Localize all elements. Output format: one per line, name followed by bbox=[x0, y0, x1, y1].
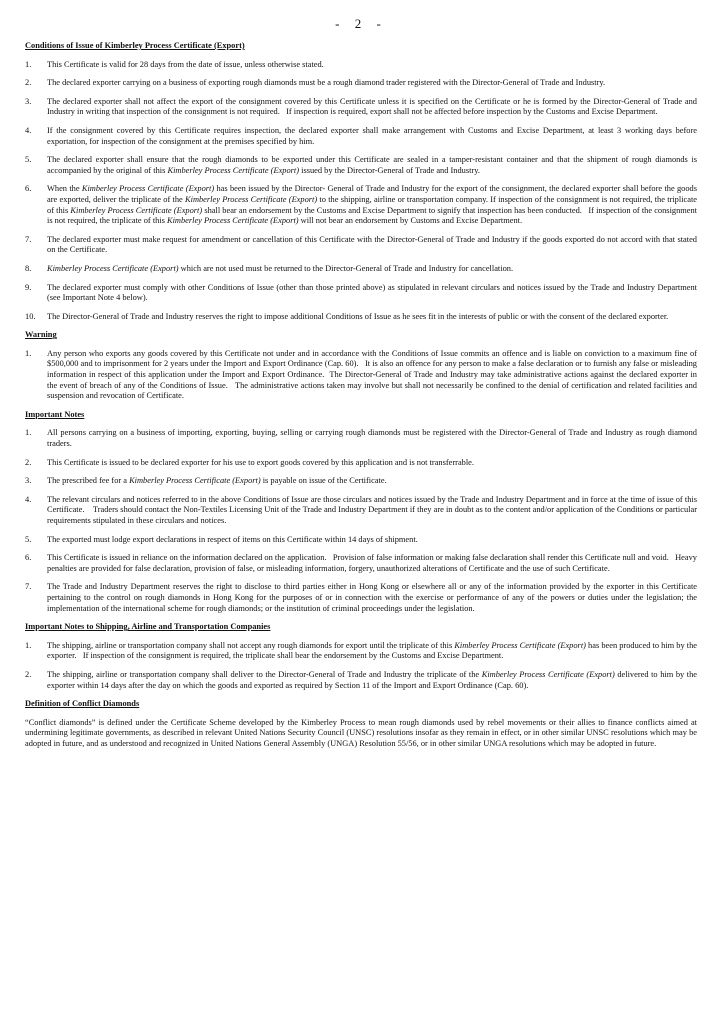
item-number: 6. bbox=[25, 553, 32, 563]
list-item bbox=[25, 155, 697, 176]
list-item bbox=[25, 97, 697, 118]
item-text: When the Kimberley Process Certificate (Export) has been issued by the Director- General of Trade and Industry for the export of the consignment, the declared exporter shall before the goods are exported, deliver the triplicate of the Kimberley Process Certificate (Export) to the shipping, airline or transportation company. If inspection of the consignment is not required, the triplicate of this Kimberley Process Certificate (Export) shall bear an endorsement by the Customs and Excise Department to signify that inspection has been conducted. If inspection of the consignment is not required, the triplicate of this Kimberley Process Certificate (Export) will not bear an endorsement by Customs and Excise Department. bbox=[47, 184, 698, 226]
item-text: All persons carrying on a business of importing, exporting, buying, selling or carrying rough diamonds must be registered with the Director-General of Trade and Industry as rough diamond traders. bbox=[47, 428, 697, 449]
list-item bbox=[25, 126, 697, 147]
list-item bbox=[25, 582, 697, 614]
item-text: The declared exporter shall not affect the export of the consignment covered by this Certificate unless it is specified on the Certificate or he is formed by the Director-General of Trade and Industry in writing that inspection of the consignment is not required. If inspection is required, export shall not be affected before inspection by the Customs and Excise Department. bbox=[47, 96, 697, 117]
definition-heading: Definition of Conflict Diamonds bbox=[25, 699, 140, 709]
item-text: Any person who exports any goods covered by this Certificate not under and in accordance with the Conditions of Issue commits an offence and is liable on conviction to a maximum fine of $500,000 and to imprisonment for 2 years under the Import and Export Ordinance (Cap. 60). It is also an offence for any person to make a false declaration or to furnish any false or misleading information in respect of this application under the Import and Export Ordinance. The Director-General of Trade and Industry may take administrative actions against the declared exporter in the event of breach of any of the Conditions of Issue. The administrative actions taken may involve but shall not necessarily be confined to the denial of certification and related facilities and suspension and revocation of Certificate. bbox=[47, 348, 697, 401]
item-number: 2. bbox=[25, 669, 32, 679]
item-number: 8. bbox=[25, 263, 32, 273]
list-item bbox=[25, 78, 697, 89]
list-item bbox=[25, 312, 697, 323]
item-number: 4. bbox=[25, 125, 32, 135]
item-text: This Certificate is issued in reliance on the information declared on the application. Provision of false information or making false declaration shall render this Certificate null and void. Heavy penalties are provided for false declaration, provision of false, or misleading information, forgery, unauthorized alterations of Certificate and the use of such Certificate. bbox=[47, 553, 697, 573]
list-item bbox=[25, 476, 697, 487]
list-item bbox=[25, 60, 697, 71]
item-text: The prescribed fee for a Kimberley Process Certificate (Export) is payable on issue of the Certificate. bbox=[47, 476, 387, 486]
item-number: 1. bbox=[25, 348, 32, 358]
item-text: The shipping, airline or transportation company shall deliver to the Director-General of Trade and Industry the triplicate of the Kimberley Process Certificate (Export) delivered to him by the exporter within 14 days after the day on which the goods and exported as required by Section 11 of the Import and Export Ordinance (Cap. 60). bbox=[47, 669, 698, 690]
list-item bbox=[25, 283, 697, 304]
item-text: The declared exporter must comply with other Conditions of Issue (other than those printed above) as stipulated in relevant circulars and notices issued by the Trade and Industry Department (see Important Note 4 below). bbox=[47, 282, 697, 303]
item-text: The declared exporter carrying on a business of exporting rough diamonds must be a rough diamond trader registered with the Director-General of Trade and Industry. bbox=[47, 78, 606, 88]
list-item bbox=[25, 428, 697, 449]
item-text: Kimberley Process Certificate (Export) which are not used must be returned to the Director-General of Trade and Industry for cancellation. bbox=[47, 263, 514, 273]
item-number: 10. bbox=[25, 311, 36, 321]
item-number: 5. bbox=[25, 534, 32, 544]
item-number: 7. bbox=[25, 582, 32, 592]
item-number: 5. bbox=[25, 155, 32, 165]
definition-section bbox=[25, 699, 697, 749]
list-item bbox=[25, 264, 697, 275]
list-item bbox=[25, 641, 697, 662]
list-item bbox=[25, 349, 697, 402]
document-page bbox=[25, 16, 697, 750]
warning-section bbox=[25, 330, 697, 402]
list-item bbox=[25, 535, 697, 546]
item-number: 9. bbox=[25, 282, 32, 292]
important-notes-section bbox=[25, 410, 697, 614]
item-number: 3. bbox=[25, 96, 32, 106]
warning-heading: Warning bbox=[25, 330, 57, 340]
important-notes-list bbox=[25, 428, 697, 614]
item-number: 3. bbox=[25, 476, 32, 486]
item-text: The Director-General of Trade and Industry reserves the right to impose additional Conditions of Issue as he sees fit in the interests of public or with the consent of the declared exporter. bbox=[47, 311, 669, 321]
item-number: 4. bbox=[25, 494, 32, 504]
page-number: - 2 - bbox=[335, 16, 387, 31]
list-item bbox=[25, 458, 697, 469]
item-text: This Certificate is issued to be declared exporter for his use to export goods covered by this application and is not transferrable. bbox=[47, 457, 474, 467]
shipping-notes-list bbox=[25, 641, 697, 691]
item-text: This Certificate is valid for 28 days from the date of issue, unless otherwise stated. bbox=[47, 59, 324, 69]
definition-text: “Conflict diamonds” is defined under the Certificate Scheme developed by the Kimberley Process to mean rough diamonds used by rebel movements or their allies to finance conflicts aimed at undermining legitimate governments, as described in relevant United Nations Security Council (UNSC) resolutions insofar as they remain in effect, or in other similar UNSC resolutions which may be adopted in future, and as understood and recognized in United Nations General Assembly (UNGA) Resolution 55/56, or in other similar UNGA resolutions which may be adopted in future. bbox=[25, 717, 697, 748]
item-number: 2. bbox=[25, 457, 32, 467]
list-item bbox=[25, 235, 697, 256]
item-text: If the consignment covered by this Certificate requires inspection, the declared exporter shall make arrangement with Customs and Excise Department, at least 3 working days before exportation, for inspection of the consignment at the premises specified by him. bbox=[47, 125, 697, 146]
shipping-notes-section bbox=[25, 622, 697, 691]
list-item bbox=[25, 670, 697, 691]
list-item bbox=[25, 553, 697, 574]
item-text: The exported must lodge export declarations in respect of items on this Certificate within 14 days of shipment. bbox=[47, 534, 418, 544]
list-item bbox=[25, 495, 697, 527]
item-number: 1. bbox=[25, 640, 32, 650]
item-number: 6. bbox=[25, 184, 32, 194]
item-text: The relevant circulars and notices referred to in the above Conditions of Issue are those circulars and notices issued by the Trade and Industry Department and in force at the time of issue of this Certificate. Traders should contact the Non-Textiles Licensing Unit of the Trade and Industry Department if they are in doubt as to the content and/or application of the Conditions or particular requirements stipulated in these circulars and notices. bbox=[47, 494, 697, 525]
item-text: The declared exporter must make request for amendment or cancellation of this Certificate with the Director-General of Trade and Industry if the goods exported do not accord with that stated on the Certificate. bbox=[47, 234, 697, 255]
item-text: The declared exporter shall ensure that the rough diamonds to be exported under this Certificate are sealed in a tamper-resistant container and that the shipment of rough diamonds is accompanied by the original of this Kimberley Process Certificate (Export) issued by the Director-General of Trade and Industry. bbox=[47, 155, 697, 175]
important-notes-heading: Important Notes bbox=[25, 409, 85, 419]
warning-list bbox=[25, 349, 697, 402]
shipping-notes-heading: Important Notes to Shipping, Airline and Transportation Companies bbox=[25, 622, 271, 632]
item-number: 1. bbox=[25, 59, 32, 69]
conditions-section bbox=[25, 41, 697, 322]
conditions-list bbox=[25, 60, 697, 323]
item-number: 2. bbox=[25, 78, 32, 88]
item-text: The shipping, airline or transportation company shall not accept any rough diamonds for export until the triplicate of this Kimberley Process Certificate (Export) has been produced to him by the exporter. If inspection of the consignment is required, the triplicate shall bear the endorsement by the Customs and Excise Department. bbox=[47, 640, 697, 661]
conditions-heading: Conditions of Issue of Kimberley Process Certificate (Export) bbox=[25, 41, 245, 50]
item-text: The Trade and Industry Department reserves the right to disclose to third parties either in Hong Kong or elsewhere all or any of the information provided by the exporter in this Certificate pertaining to the control on rough diamonds in Hong Kong for the purposes of or in connection with the exercise or performance of any of the powers or duties under the legislation; the implementation of the international scheme for rough diamonds; or the institution of criminal proceedings under the legislation. bbox=[47, 582, 697, 613]
list-item bbox=[25, 184, 697, 226]
item-number: 7. bbox=[25, 234, 32, 244]
item-number: 1. bbox=[25, 428, 32, 438]
